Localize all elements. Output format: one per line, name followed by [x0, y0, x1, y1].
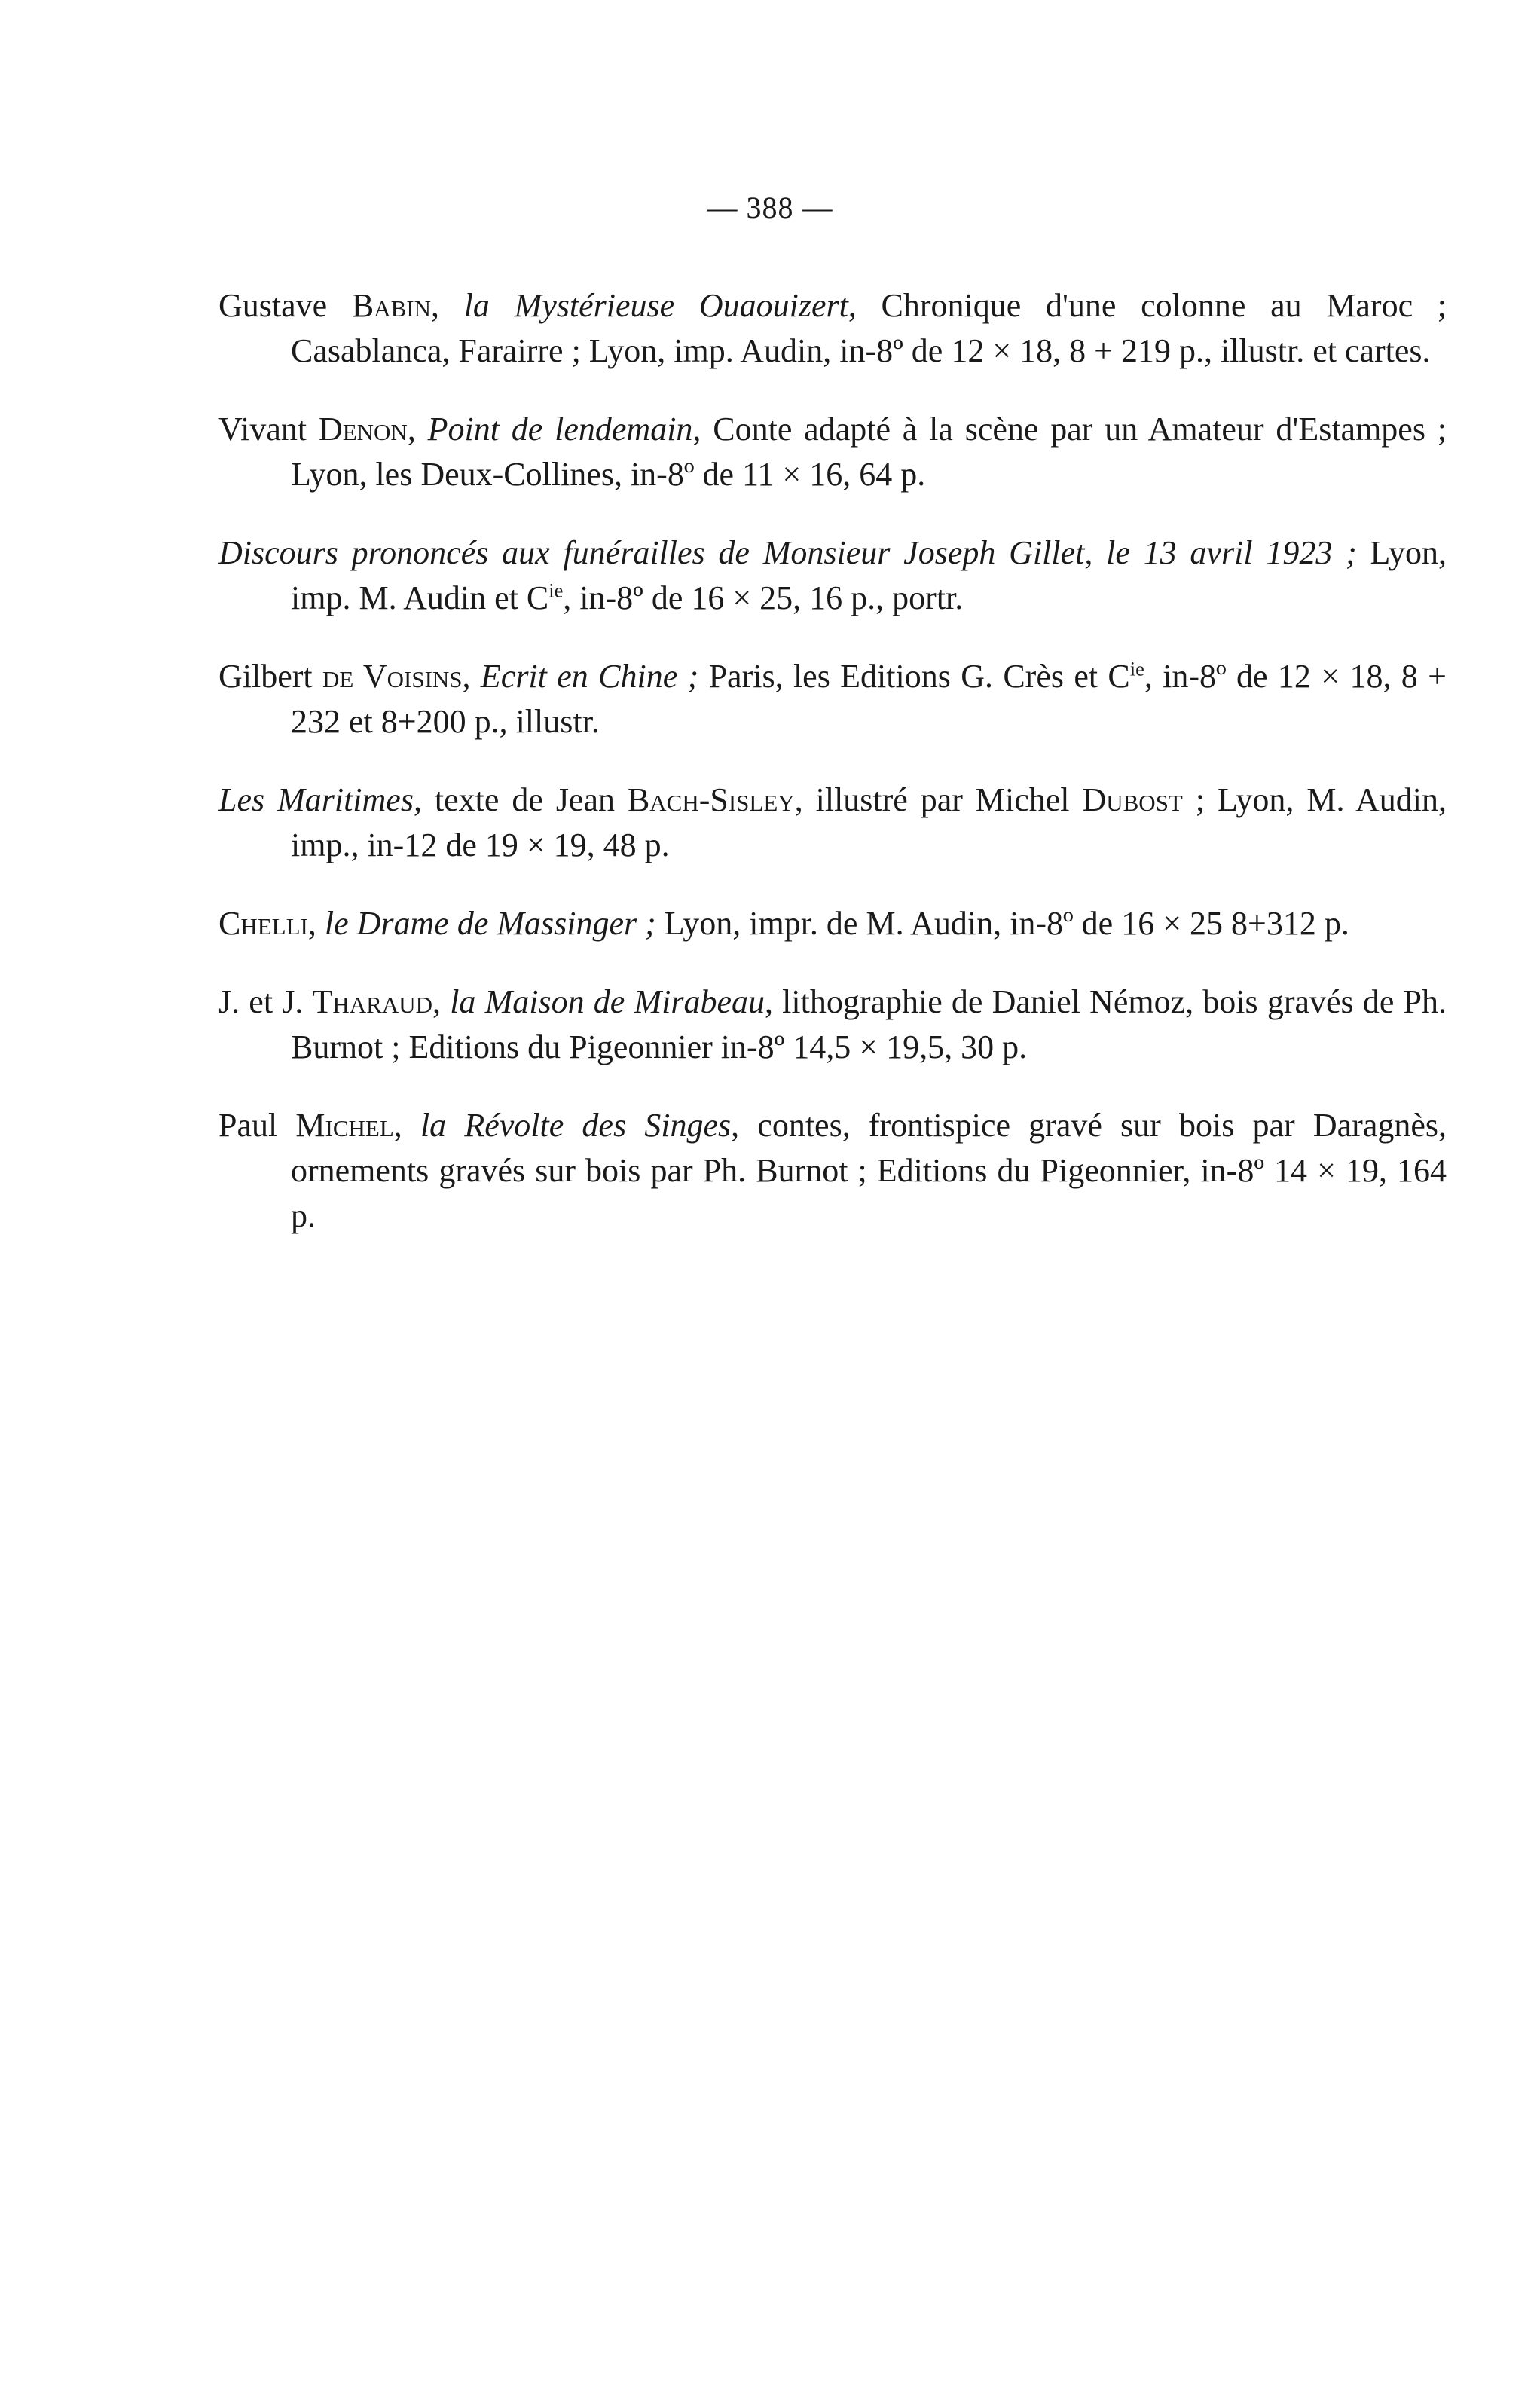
publication-details: , lithographie de Daniel Némoz, bois gravés de Ph. Burnot ; Editions du Pigeonnier in-8º 14,5 × 19,5, 30 p. [291, 983, 1447, 1065]
author-last-name: Babin [351, 287, 431, 324]
author-first-name: Gustave [218, 287, 352, 324]
book-title: Point de lendemain [427, 411, 693, 448]
separator: , [462, 658, 481, 695]
separator: , [307, 905, 325, 942]
publication-details: texte de Jean [421, 781, 628, 818]
publication-details: Lyon, impr. de M. Audin, in-8º de 16 × 25 8+312 p. [655, 905, 1349, 942]
separator: , [393, 1107, 420, 1144]
author-first-name: Paul [218, 1107, 296, 1144]
book-title: la Révolte des Singes [420, 1107, 732, 1144]
book-title: Discours prononcés aux funérailles de Monsieur Joseph Gillet, le 13 avril 1923 ; [218, 534, 1357, 571]
bibliography-entry-maritimes [218, 778, 1447, 868]
bibliography-entry-voisins [218, 654, 1447, 744]
bibliography-entry-discours [218, 530, 1447, 621]
separator: , [431, 287, 464, 324]
bibliography-entry-michel [218, 1103, 1447, 1239]
publication-details: , Conte adapté à la scène par un Amateur d'Estampes ; Lyon, les Deux-Collines, in-8º de 11 × 16, 64 p. [291, 411, 1447, 493]
author-last-name: Tharaud [312, 983, 433, 1020]
author-first-name: Vivant [218, 411, 319, 448]
superscript: ie [548, 579, 564, 602]
author-last-name: de Voisins [322, 658, 463, 695]
book-title: la Mystérieuse Ouaouizert [463, 287, 848, 324]
separator: , [432, 983, 451, 1020]
superscript: ie [1129, 657, 1144, 680]
separator: , [407, 411, 428, 448]
publication-details-cont: , illustré par Michel [794, 781, 1083, 818]
publication-details: , Chronique d'une colonne au Maroc ; Casablanca, Farairre ; Lyon, imp. Audin, in-8º de 12 × 18, 8 + 219 p., illustr. et cartes. [291, 287, 1447, 369]
author-first-name: Gilbert [218, 658, 322, 695]
publication-details: , contes, frontispice gravé sur bois par Daragnès, ornements gravés sur bois par Ph. Burnot ; Editions du Pigeonnier, in-8º 14 × 19, 164 p. [291, 1107, 1447, 1234]
bibliography-entry-denon [218, 407, 1447, 497]
bibliography-list [218, 250, 1447, 1249]
book-title: Ecrit en Chine ; [480, 658, 699, 695]
bibliography-entry-chelli [218, 901, 1447, 946]
author-name: Bach-Sisley [627, 781, 795, 818]
publication-details: Lyon, imp. M. Audin et C [291, 534, 1447, 616]
publication-details-cont: , in-8º de 12 × 18, 8 + 232 et 8+200 p., illustr. [291, 658, 1447, 740]
author-last-name: Michel [295, 1107, 394, 1144]
book-title: le Drame de Massinger ; [324, 905, 656, 942]
book-title: la Maison de Mirabeau [450, 983, 765, 1020]
author-first-name: J. et J. [218, 983, 313, 1020]
publication-details: Paris, les Editions G. Crès et C [698, 658, 1130, 695]
author-last-name: Chelli [218, 905, 308, 942]
bibliography-entry-babin [218, 283, 1447, 374]
page-number: — 388 — [707, 191, 833, 225]
publication-details-end: ; Lyon, M. Audin, imp., in-12 de 19 × 19, 48 p. [291, 781, 1447, 863]
publication-details-cont: , in-8º de 16 × 25, 16 p., portr. [563, 579, 964, 616]
bibliography-entry-tharaud [218, 979, 1447, 1070]
illustrator-name: Dubost [1082, 781, 1183, 818]
book-title: Les Maritimes, [218, 781, 422, 818]
author-last-name: Denon [318, 411, 408, 448]
